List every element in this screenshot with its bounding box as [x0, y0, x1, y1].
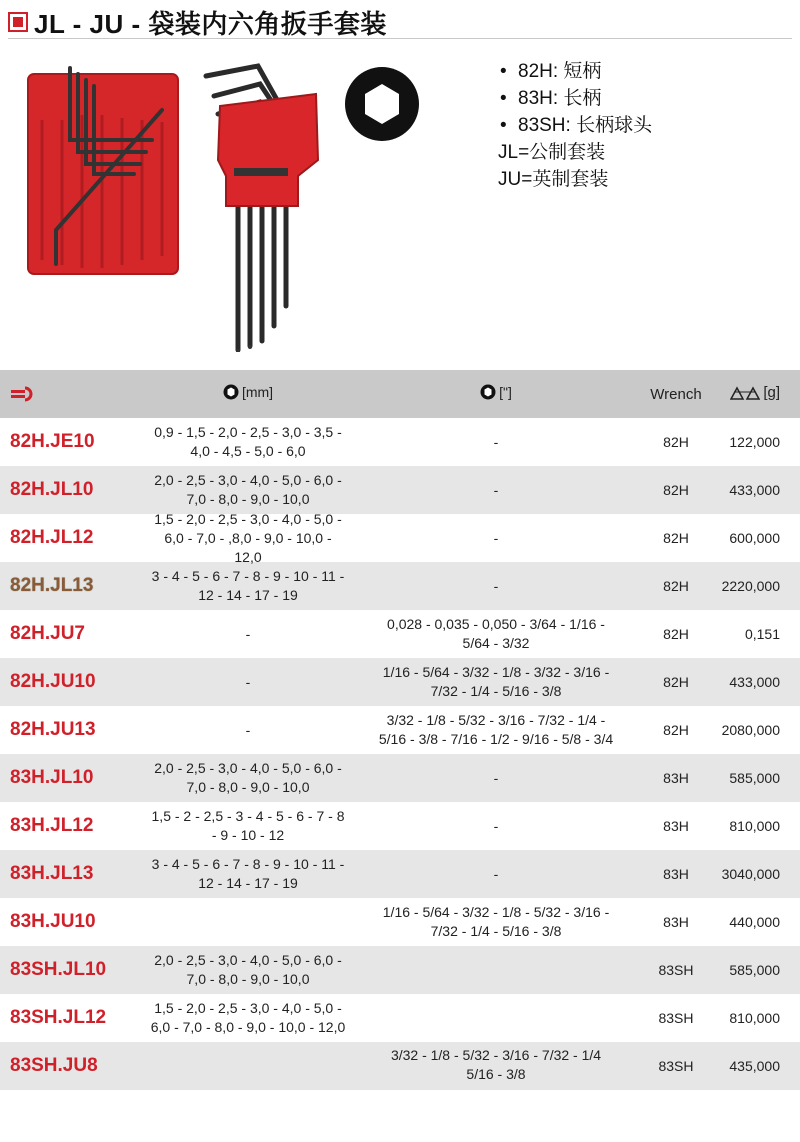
- inch-sizes: [346, 433, 646, 452]
- product-code: 83SH.JU8: [10, 1055, 98, 1076]
- wrench-type: 83H: [663, 866, 689, 882]
- inch-sizes: [346, 481, 646, 500]
- title-square-icon: [8, 12, 28, 32]
- metric-sizes-line: 1,5 - 2,0 - 2,5 - 3,0 - 4,0 - 5,0 -: [154, 510, 342, 527]
- metric-sizes: [150, 423, 346, 461]
- weight-value: 2220,000: [721, 578, 780, 594]
- table-body: [0, 418, 800, 1090]
- wrench-type: 82H: [663, 482, 689, 498]
- hex-inch-icon: [480, 384, 496, 400]
- product-table: [0, 370, 800, 1090]
- page-title-bar: [8, 6, 792, 39]
- wrench-type: 83SH: [658, 962, 694, 978]
- wrench-type: 82H: [663, 530, 689, 546]
- metric-sizes: [150, 673, 346, 692]
- wrench-type: 83SH: [658, 1010, 694, 1026]
- metric-sizes: [150, 625, 346, 644]
- metric-sizes: [150, 999, 346, 1037]
- weight-value: 585,000: [729, 962, 780, 978]
- inch-sizes: [346, 769, 646, 788]
- weight-value: 585,000: [729, 770, 780, 786]
- table-row: [0, 898, 800, 946]
- inch-sizes-line: -: [493, 577, 499, 594]
- metric-sizes-line: -: [245, 625, 251, 642]
- page-title: JL - JU - 袋装内六角扳手套装: [34, 8, 387, 39]
- inch-sizes-line: 7/32 - 1/4 - 5/16 - 3/8: [430, 923, 562, 939]
- inch-sizes-line: -: [493, 529, 499, 546]
- table-row: [0, 802, 800, 850]
- product-code: 83SH.JL10: [10, 959, 107, 980]
- metric-sizes-line: 12 - 14 - 17 - 19: [198, 875, 298, 891]
- inch-sizes-line: 0,028 - 0,035 - 0,050 - 3/64 - 1/16 -: [387, 616, 605, 632]
- table-header: [0, 370, 800, 418]
- metric-sizes-line: 4,0 - 4,5 - 5,0 - 6,0: [190, 443, 306, 459]
- metric-sizes: [150, 721, 346, 740]
- inch-sizes-line: -: [493, 433, 499, 450]
- metric-sizes-line: 7,0 - 8,0 - 9,0 - 10,0: [186, 971, 310, 987]
- inch-sizes: [346, 817, 646, 836]
- wrench-type: 82H: [663, 722, 689, 738]
- metric-sizes-line: 6,0 - 7,0 - ,8,0 - 9,0 - 10,0 - 12,0: [164, 529, 332, 565]
- hex-socket-icon: [344, 66, 420, 142]
- table-row: [0, 946, 800, 994]
- metric-sizes: [150, 807, 346, 845]
- weight-value: 440,000: [729, 914, 780, 930]
- header-inch: [346, 383, 646, 406]
- table-row: [0, 1042, 800, 1090]
- metric-sizes-line: 2,0 - 2,5 - 3,0 - 4,0 - 5,0 - 6,0 -: [154, 760, 342, 776]
- table-row: [0, 658, 800, 706]
- inch-sizes-line: 5/64 - 3/32: [462, 635, 530, 651]
- table-row: [0, 510, 800, 565]
- inch-sizes: [346, 529, 646, 548]
- metric-sizes-line: 1,5 - 2,0 - 2,5 - 3,0 - 4,0 - 5,0 -: [154, 1000, 342, 1016]
- feature-item: • 83SH: 长柄球头: [498, 112, 652, 139]
- metric-sizes-line: - 9 - 10 - 12: [211, 827, 285, 843]
- metric-sizes-line: 2,0 - 2,5 - 3,0 - 4,0 - 5,0 - 6,0 -: [154, 952, 342, 968]
- weight-scale-icon: [730, 386, 760, 400]
- metric-sizes-line: -: [245, 721, 251, 738]
- table-row: [0, 418, 800, 466]
- product-code: 82H.JL10: [10, 479, 94, 500]
- weight-value: 433,000: [729, 482, 780, 498]
- metric-sizes-line: 3 - 4 - 5 - 6 - 7 - 8 - 9 - 10 - 11 -: [151, 856, 345, 872]
- metric-sizes: [150, 759, 346, 797]
- weight-value: 122,000: [729, 434, 780, 450]
- inch-sizes: [346, 1046, 646, 1086]
- product-code: 82H.JE10: [10, 431, 95, 452]
- table-row: [0, 466, 800, 514]
- product-code: 82H.JU7: [10, 623, 85, 644]
- feature-note: JU=英制套装: [498, 169, 609, 190]
- table-row: [0, 850, 800, 898]
- weight-value: 0,151: [744, 626, 780, 642]
- product-code: 83H.JL13: [10, 863, 94, 884]
- product-code: 83SH.JL12: [10, 1007, 107, 1028]
- weight-value: 433,000: [729, 674, 780, 690]
- inch-sizes-line: -: [493, 817, 499, 834]
- table-row: [0, 562, 800, 610]
- feature-note: JL=公制套装: [498, 142, 606, 163]
- metric-sizes: [150, 855, 346, 893]
- metric-sizes: [150, 567, 346, 605]
- metric-sizes-line: 3 - 4 - 5 - 6 - 7 - 8 - 9 - 10 - 11 -: [151, 568, 345, 584]
- inch-sizes: [346, 711, 646, 749]
- inch-sizes: [346, 663, 646, 701]
- inch-sizes-line: -: [493, 481, 499, 498]
- product-code: 83H.JL10: [10, 767, 94, 788]
- metric-sizes: [150, 951, 346, 989]
- inch-sizes: [346, 865, 646, 884]
- header-code: [0, 386, 150, 402]
- product-code: 82H.JL13: [10, 575, 94, 596]
- feature-item: • 83H: 长柄: [498, 85, 652, 112]
- header-mm: [150, 383, 346, 406]
- weight-value: 600,000: [729, 530, 780, 546]
- inch-sizes-line: 1/16 - 5/64 - 3/32 - 1/8 - 3/32 - 3/16 -: [382, 664, 610, 680]
- product-code: 82H.JU10: [10, 671, 96, 692]
- wrench-type: 82H: [663, 578, 689, 594]
- metric-sizes: [150, 471, 346, 509]
- hex-key-pouch-image: [22, 60, 190, 278]
- weight-value: 3040,000: [721, 866, 780, 882]
- metric-sizes-line: 6,0 - 7,0 - 8,0 - 9,0 - 10,0 - 12,0: [150, 1019, 346, 1035]
- weight-value: 435,000: [729, 1058, 780, 1074]
- metric-sizes-line: 7,0 - 8,0 - 9,0 - 10,0: [186, 491, 310, 507]
- weight-value: 810,000: [729, 818, 780, 834]
- header-weight: [706, 384, 800, 404]
- wrench-type: 82H: [663, 434, 689, 450]
- inch-sizes-line: 5/16 - 3/8: [466, 1066, 526, 1082]
- inch-sizes: [346, 577, 646, 596]
- inch-sizes: [346, 615, 646, 653]
- table-row: [0, 994, 800, 1042]
- metric-sizes-line: 7,0 - 8,0 - 9,0 - 10,0: [186, 779, 310, 795]
- inch-sizes-line: 7/32 - 1/4 - 5/16 - 3/8: [430, 683, 562, 699]
- feature-item: • 82H: 短柄: [498, 58, 652, 85]
- inch-sizes-line: -: [493, 769, 499, 786]
- wrench-type: 82H: [663, 674, 689, 690]
- weight-value: 2080,000: [721, 722, 780, 738]
- product-code: 82H.JU13: [10, 719, 96, 740]
- header-inch-label: ["]: [499, 383, 512, 400]
- inch-sizes-line: 1/16 - 5/64 - 3/32 - 1/8 - 5/32 - 3/16 -: [382, 904, 610, 920]
- inch-sizes-line: -: [493, 865, 499, 882]
- weight-value: 810,000: [729, 1010, 780, 1026]
- header-mm-label: [mm]: [241, 383, 274, 400]
- code-arrow-icon: [10, 386, 36, 402]
- header-weight-label: [g]: [763, 384, 780, 402]
- product-code: 82H.JL12: [10, 527, 94, 548]
- wrench-type: 83SH: [658, 1058, 694, 1074]
- inch-sizes-line: 3/32 - 1/8 - 5/32 - 3/16 - 7/32 - 1/4: [390, 1047, 602, 1063]
- metric-sizes-line: 12 - 14 - 17 - 19: [198, 587, 298, 603]
- metric-sizes-line: 1,5 - 2 - 2,5 - 3 - 4 - 5 - 6 - 7 - 8: [151, 808, 345, 824]
- metric-sizes-line: -: [245, 673, 251, 690]
- inch-sizes-line: 5/16 - 3/8 - 7/16 - 1/2 - 9/16 - 5/8 - 3/4: [378, 731, 614, 747]
- header-wrench: Wrench: [650, 385, 702, 403]
- inch-sizes-line: 3/32 - 1/8 - 5/32 - 3/16 - 7/32 - 1/4 -: [386, 712, 606, 728]
- product-code: 83H.JL12: [10, 815, 94, 836]
- metric-sizes-line: 2,0 - 2,5 - 3,0 - 4,0 - 5,0 - 6,0 -: [154, 472, 342, 488]
- metric-sizes-line: 0,9 - 1,5 - 2,0 - 2,5 - 3,0 - 3,5 -: [154, 424, 342, 440]
- hex-metric-icon: [223, 384, 239, 400]
- inch-sizes: [346, 903, 646, 941]
- hex-key-holder-image: [198, 56, 322, 352]
- table-row: [0, 610, 800, 658]
- wrench-type: 83H: [663, 914, 689, 930]
- wrench-type: 83H: [663, 770, 689, 786]
- table-row: [0, 706, 800, 754]
- table-row: [0, 754, 800, 802]
- metric-sizes: [150, 510, 346, 567]
- feature-list: [498, 58, 652, 193]
- wrench-type: 82H: [663, 626, 689, 642]
- product-code: 83H.JU10: [10, 911, 96, 932]
- wrench-type: 83H: [663, 818, 689, 834]
